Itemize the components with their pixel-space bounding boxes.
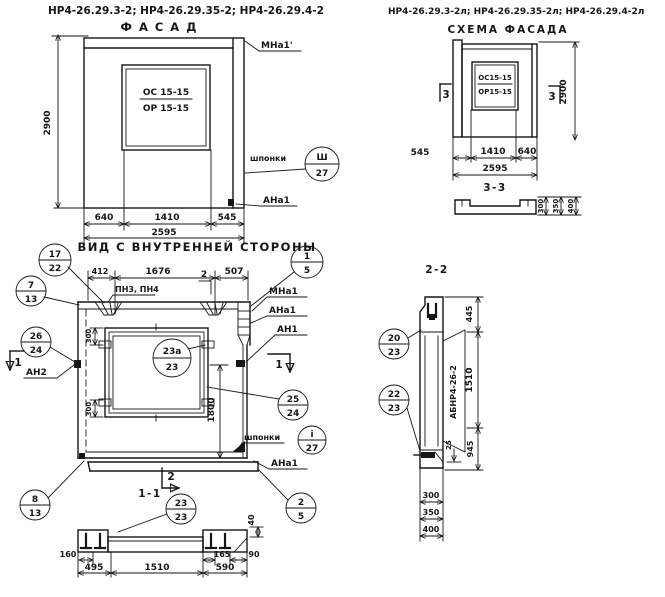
- facade-dimensions: [43, 35, 244, 243]
- section-flags: [10, 351, 290, 488]
- left-drawing-codes: НР4-26.29.3-2; НР4-26.29.35-2; НР4-26.29.4-2: [48, 5, 324, 17]
- inner-dim-1800: 1800: [207, 397, 217, 423]
- svg-text:22: 22: [48, 264, 62, 274]
- facade-label-mna1: МНа1': [261, 41, 293, 51]
- section-1-mark-left: 1: [14, 357, 22, 369]
- svg-text:27: 27: [305, 444, 319, 454]
- schema-dim-2595: 2595: [482, 164, 508, 174]
- svg-text:7: 7: [27, 281, 35, 291]
- schema-side-strip: [453, 40, 462, 137]
- schema-dim-1410: 1410: [480, 147, 506, 157]
- section-1-1-title: 1-1: [138, 488, 162, 500]
- anchor-an2: [74, 360, 81, 368]
- dim-445: 445: [465, 305, 474, 323]
- section-2-mark-top: 2: [200, 270, 208, 280]
- dim-1510: 1510: [144, 563, 170, 573]
- svg-text:13: 13: [24, 295, 38, 305]
- facade-window-mark-bottom: ОР 15-15: [142, 104, 190, 114]
- profile-dim-350: 350: [552, 198, 560, 214]
- facade-view: [43, 35, 339, 243]
- dim-590: 590: [215, 563, 235, 573]
- section-3-3-title: 3-3: [483, 182, 507, 194]
- svg-text:23: 23: [387, 348, 401, 358]
- label-an1: АН1: [277, 325, 298, 335]
- svg-text:17: 17: [48, 250, 62, 260]
- right-drawing-codes: НР4-26.29.3-2л; НР4-26.29.35-2л; НР4-26.29.4-2л: [388, 7, 645, 17]
- section-3-mark-right: 3: [548, 91, 556, 103]
- label-shponki-inner: шпонки: [244, 433, 281, 442]
- inner-dim-1676: 1676: [145, 267, 171, 277]
- callout-2-5: [259, 470, 316, 523]
- svg-text:23: 23: [174, 513, 188, 523]
- label-an2: АН2: [26, 368, 47, 378]
- anchor-an1: [236, 360, 245, 367]
- inner-window: [99, 324, 214, 421]
- section-3-mark-left: 3: [442, 89, 450, 101]
- svg-text:8: 8: [31, 495, 39, 505]
- schema-window-mark-top: ОС15-15: [478, 74, 512, 82]
- schema-dim-2900: 2900: [559, 79, 569, 105]
- schema-window-mark-bottom: ОР15-15: [478, 88, 512, 96]
- header: [48, 5, 644, 36]
- section-3-3-profile: [455, 200, 536, 214]
- label-pn3-pn4: ПН3, ПН4: [115, 285, 159, 294]
- schema-title: СХЕМА ФАСАДА: [447, 24, 569, 36]
- svg-text:23: 23: [174, 499, 188, 509]
- section-1-1: [60, 488, 263, 577]
- svg-text:5: 5: [297, 512, 305, 522]
- facade-panel-outline: [84, 38, 244, 208]
- inner-labels: [24, 287, 307, 469]
- callout-8-13: [20, 461, 84, 520]
- dim-300: 300: [422, 491, 440, 500]
- callout-26-24: [21, 327, 75, 362]
- inner-dim-507: 507: [224, 267, 244, 277]
- svg-text:23: 23: [387, 404, 401, 414]
- schema-dim-545: 545: [410, 148, 430, 158]
- facade-label-ana1: АНа1: [263, 196, 290, 206]
- facade-dim-545: 545: [217, 213, 237, 223]
- schema-window-outline: [472, 62, 518, 110]
- svg-text:26: 26: [29, 332, 43, 342]
- facade-dim-2900: 2900: [43, 110, 53, 136]
- facade-label-shponki: шпонки: [250, 154, 287, 163]
- callout-i-27: [298, 426, 326, 454]
- svg-text:24: 24: [286, 409, 300, 419]
- svg-text:23: 23: [165, 363, 179, 373]
- facade-window-mark-top: ОС 15-15: [142, 88, 190, 98]
- profile-dim-300: 300: [537, 198, 545, 214]
- svg-text:22: 22: [387, 390, 401, 400]
- svg-text:25: 25: [286, 395, 300, 405]
- facade-title: ФАСАД: [120, 20, 204, 34]
- svg-text:27: 27: [315, 169, 329, 179]
- dim-400: 400: [422, 525, 440, 534]
- svg-text:2: 2: [297, 498, 305, 508]
- section-3-3: [455, 182, 581, 215]
- callout-20-23: [379, 329, 421, 359]
- label-ana1: АНа1: [269, 306, 296, 316]
- section-2-2-profile: [414, 297, 465, 468]
- dim-160: 160: [59, 550, 77, 559]
- svg-text:24: 24: [29, 346, 43, 356]
- dim-495: 495: [84, 563, 104, 573]
- panel-mark-label: АБНР4-26-2: [449, 365, 458, 419]
- dim-1510-vert: 1510: [465, 367, 475, 393]
- section-1-1-dimensions: [60, 514, 263, 577]
- facade-dim-640: 640: [94, 213, 114, 223]
- svg-text:23а: 23а: [162, 347, 182, 357]
- dim-40: 40: [247, 514, 256, 526]
- dim-165: 165: [213, 550, 231, 559]
- dim-350: 350: [422, 508, 440, 517]
- callout-22-23: [379, 385, 420, 451]
- callout-23a-23: [153, 339, 205, 377]
- inner-view: [10, 239, 326, 523]
- facade-dim-1410: 1410: [154, 213, 180, 223]
- section-2-mark-bottom: 2: [167, 471, 175, 483]
- svg-text:13: 13: [28, 509, 42, 519]
- facade-labels: [228, 41, 305, 206]
- schema-dim-640: 640: [517, 147, 537, 157]
- svg-text:5: 5: [303, 266, 311, 276]
- facade-dim-2595: 2595: [151, 228, 177, 238]
- callout-facade-shponki: [305, 147, 339, 181]
- svg-text:1: 1: [303, 252, 311, 262]
- section-1-1-profile: [78, 530, 247, 552]
- dim-945: 945: [466, 440, 475, 458]
- svg-text:Ш: Ш: [316, 153, 328, 163]
- schema-view: [411, 40, 581, 215]
- dim-90: 90: [248, 550, 260, 559]
- section-1-mark-right: 1: [275, 359, 283, 371]
- inner-dim-300-top: 300: [85, 328, 93, 344]
- facade-anchor-detail: [228, 199, 234, 206]
- profile-dim-400: 400: [567, 198, 575, 214]
- inner-view-title: ВИД С ВНУТРЕННЕЙ СТОРОНЫ: [77, 240, 317, 254]
- inner-dim-412: 412: [91, 267, 109, 276]
- section-2-2-title: 2-2: [425, 264, 449, 276]
- section-2-2: [379, 264, 483, 541]
- label-ana1-bottom: АНа1: [271, 459, 298, 469]
- dim-25: 25: [445, 440, 453, 450]
- inner-dim-300-bottom: 300: [85, 401, 93, 417]
- svg-text:20: 20: [387, 334, 401, 344]
- callout-7-13: [16, 276, 79, 306]
- label-mna1: МНа1: [269, 287, 298, 297]
- callout-25-24: [207, 387, 308, 423]
- svg-text:i: i: [310, 430, 314, 440]
